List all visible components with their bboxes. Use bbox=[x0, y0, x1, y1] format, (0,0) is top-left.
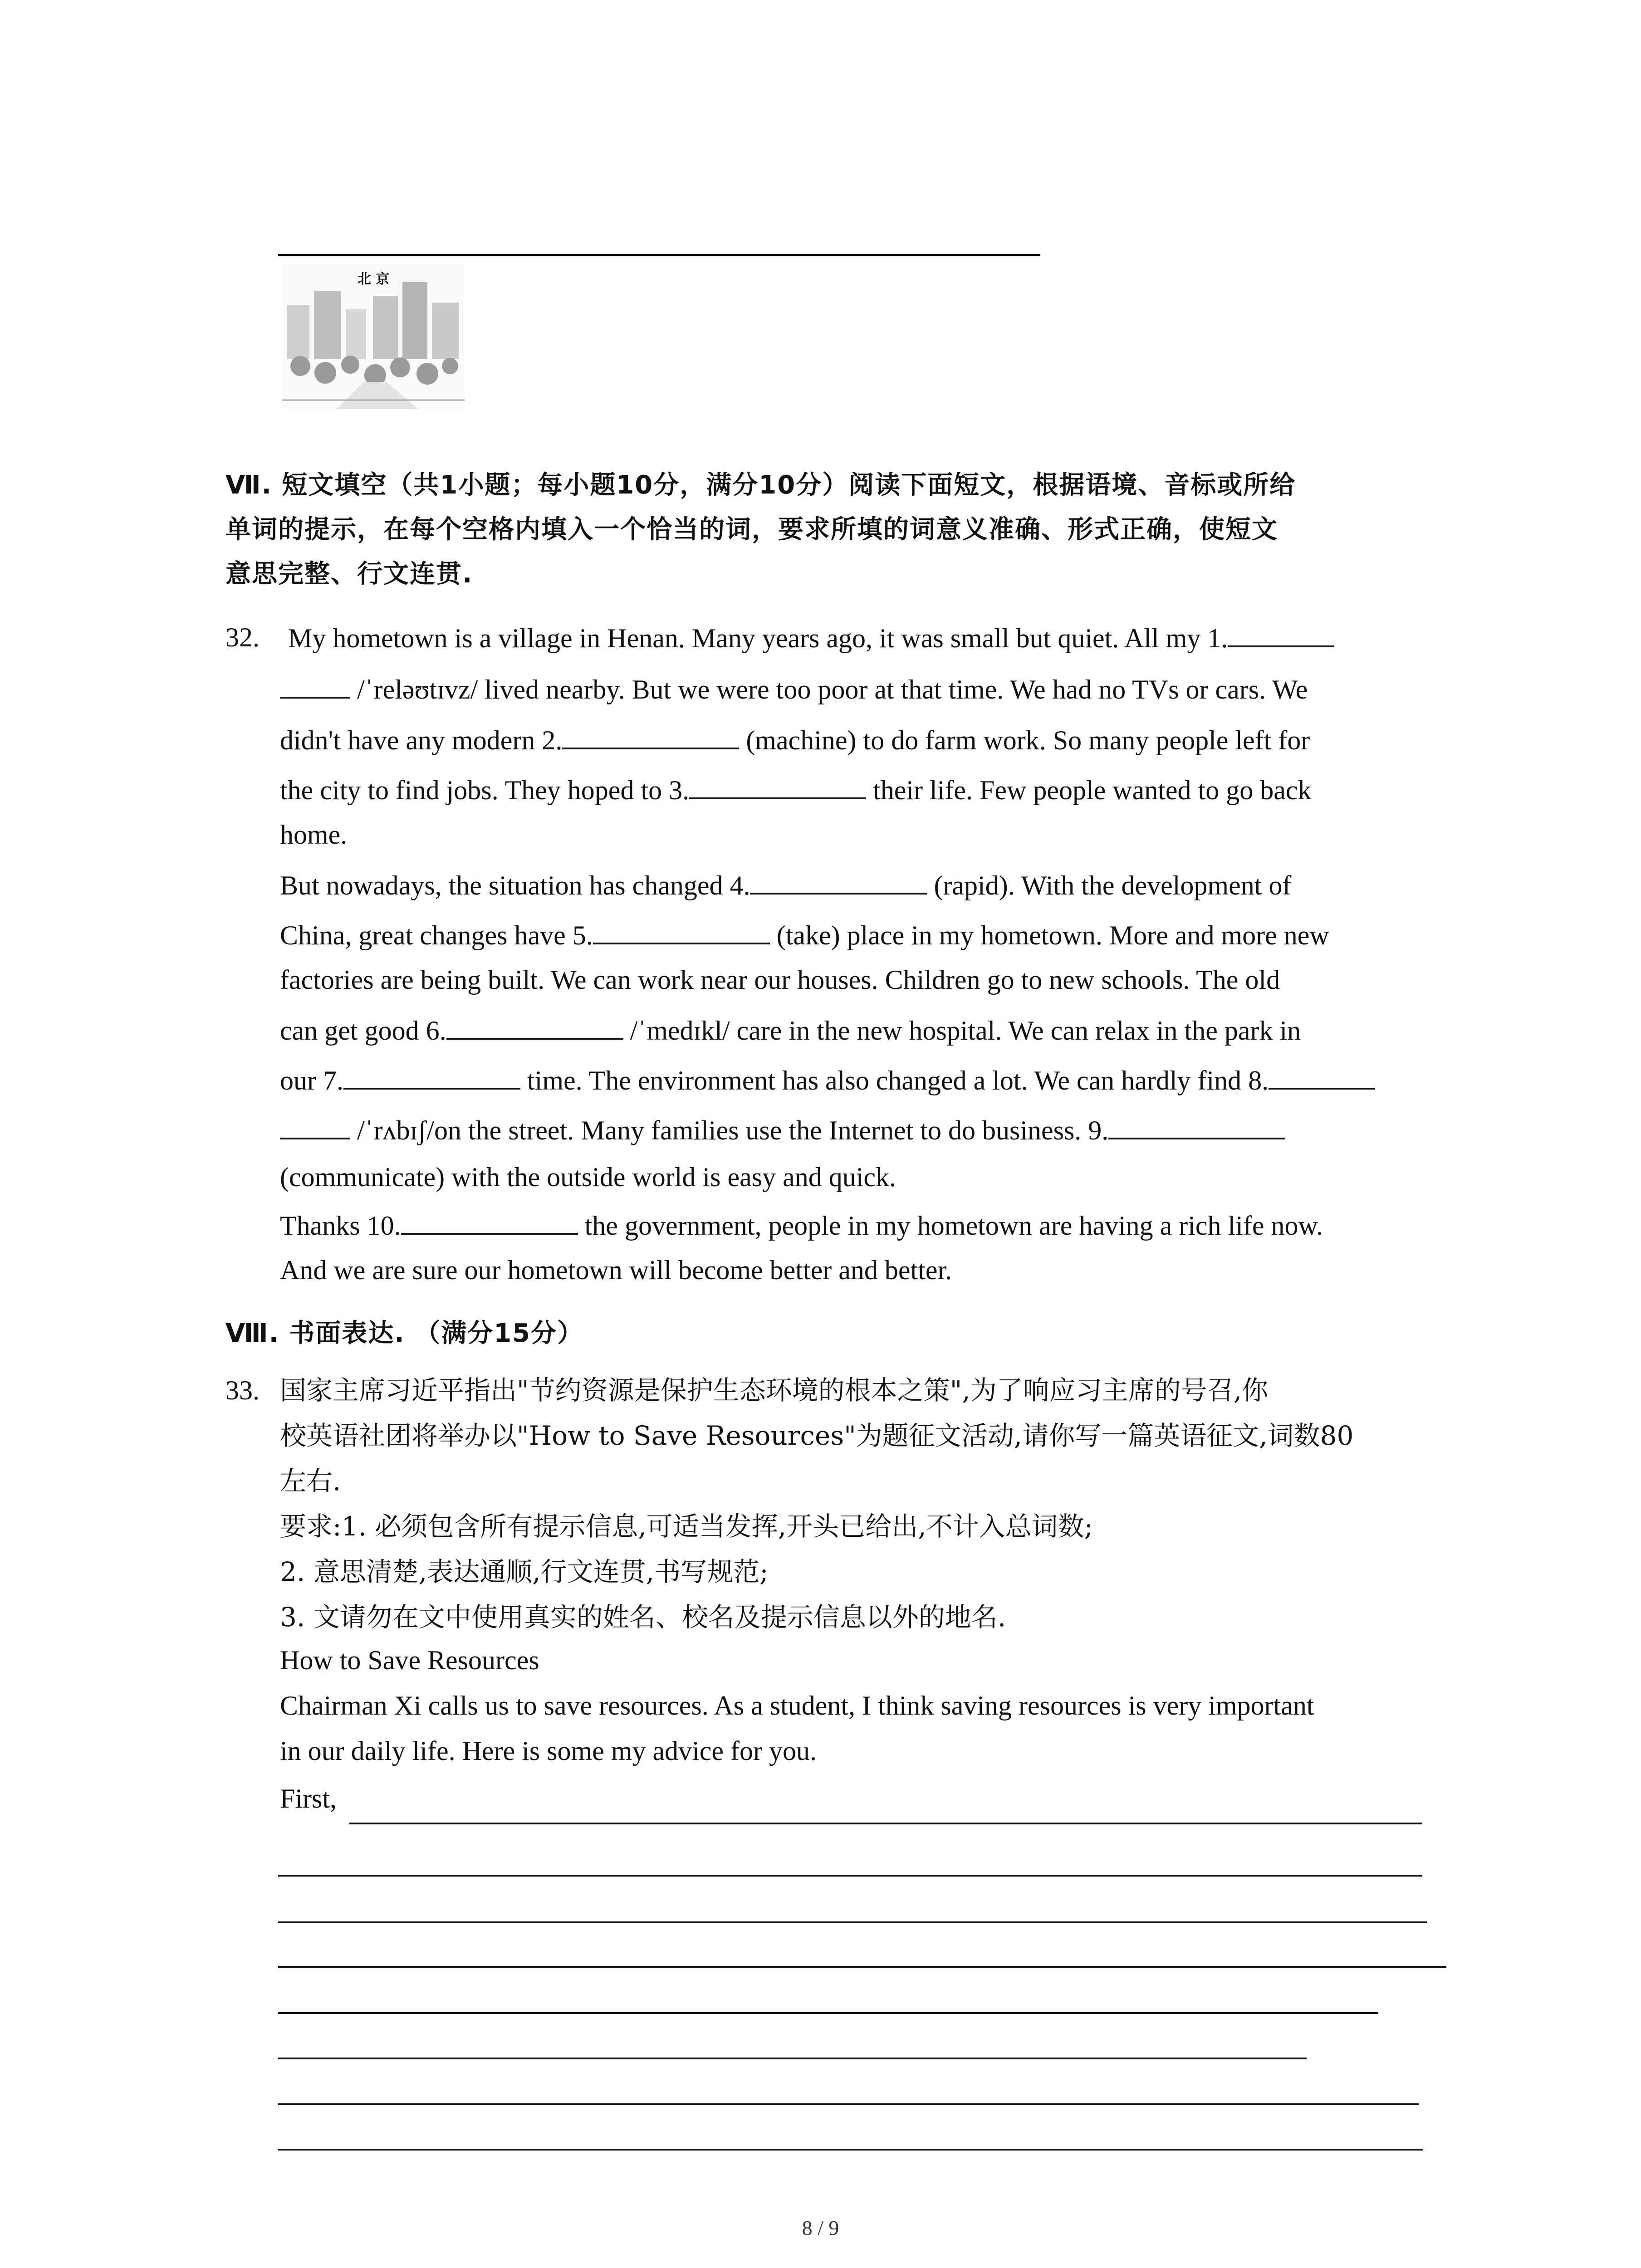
q32-line4-text-b: their life. Few people wanted to go back bbox=[873, 775, 1312, 805]
q32-line7 bbox=[280, 916, 1329, 953]
essay-intro-line2: in our daily life. Here is some my advice for you. bbox=[280, 1736, 817, 1766]
picture-caption: 北 京 bbox=[357, 271, 390, 287]
essay-intro-line1: Chairman Xi calls us to save resources. As a student, I think saving resources is very important bbox=[280, 1691, 1314, 1721]
q32-line1-text: My hometown is a village in Henan. Many years ago, it was small but quiet. All my 1. bbox=[288, 623, 1228, 653]
q32-line2 bbox=[280, 670, 1308, 708]
q32-line9 bbox=[280, 1012, 1301, 1049]
q32-line13-text-a: Thanks 10. bbox=[280, 1211, 401, 1241]
essay-first-label: First, bbox=[280, 1784, 337, 1813]
writing-line-4[interactable] bbox=[278, 1966, 1446, 1968]
q32-line3-text-a: didn't have any modern 2. bbox=[280, 725, 563, 755]
q32-line11 bbox=[280, 1111, 1285, 1149]
q32-line13 bbox=[280, 1207, 1323, 1244]
blank-1b[interactable] bbox=[280, 670, 350, 699]
question-33-number: 33. bbox=[225, 1375, 260, 1405]
writing-line-5[interactable] bbox=[278, 2012, 1378, 2014]
q32-line6 bbox=[280, 866, 1291, 904]
q33-line2: 校英语社团将举办以"How to Save Resources"为题征文活动,请你写一篇英语征文,词数80 bbox=[280, 1420, 1354, 1451]
q32-line6-text-b: (rapid). With the development of bbox=[934, 870, 1292, 900]
blank-3[interactable] bbox=[689, 771, 866, 799]
q32-line7-text-a: China, great changes have 5. bbox=[280, 920, 593, 950]
beijing-picture bbox=[282, 264, 465, 409]
blank-9[interactable] bbox=[1108, 1111, 1285, 1139]
q33-line3: 左右. bbox=[280, 1466, 341, 1496]
q32-line10-text-a: our 7. bbox=[280, 1066, 343, 1095]
q32-line4 bbox=[280, 771, 1311, 808]
question-32-number: 32. bbox=[225, 622, 260, 652]
blank-7[interactable] bbox=[343, 1061, 520, 1090]
q33-requirement-2: 2. 意思清楚,表达通顺,行文连贯,书写规范; bbox=[280, 1556, 769, 1587]
q32-line9-text-b: /ˈmedɪkl/ care in the new hospital. We can relax in the park in bbox=[630, 1016, 1301, 1046]
q32-line6-text-a: But nowadays, the situation has changed 4. bbox=[280, 870, 750, 900]
blank-5[interactable] bbox=[593, 916, 770, 944]
q32-line7-text-b: (take) place in my hometown. More and more new bbox=[776, 920, 1329, 950]
blank-1a[interactable] bbox=[1228, 619, 1334, 647]
writing-line-6[interactable] bbox=[278, 2058, 1307, 2059]
section-7-heading-line1: Ⅶ. 短文填空（共1小题；每小题10分，满分10分）阅读下面短文，根据语境、音标或所给 bbox=[225, 470, 1296, 500]
q32-line2-text: /ˈreləʊtɪvz/ lived nearby. But we were too poor at that time. We had no TVs or cars. We bbox=[357, 675, 1308, 704]
essay-title: How to Save Resources bbox=[280, 1645, 539, 1675]
writing-line-8[interactable] bbox=[278, 2149, 1423, 2151]
q32-line10 bbox=[280, 1061, 1375, 1099]
q32-line3-text-b: (machine) to do farm work. So many people left for bbox=[746, 725, 1310, 755]
q32-line3 bbox=[280, 721, 1310, 758]
q32-line5: home. bbox=[280, 820, 348, 850]
q33-requirement-1: 要求:1. 必须包含所有提示信息,可适当发挥,开头已给出,不计入总词数; bbox=[280, 1511, 1093, 1542]
q32-line8: factories are being built. We can work near our houses. Children go to new schools. The old bbox=[280, 965, 1280, 995]
section-7-heading-line2: 单词的提示，在每个空格内填入一个恰当的词，要求所填的词意义准确、形式正确，使短文 bbox=[225, 515, 1278, 544]
q32-line14: And we are sure our hometown will become better and better. bbox=[280, 1255, 952, 1285]
q33-requirement-3: 3. 文请勿在文中使用真实的姓名、校名及提示信息以外的地名. bbox=[280, 1602, 1006, 1633]
answer-line-top bbox=[278, 254, 1040, 256]
q32-line10-text-b: time. The environment has also changed a lot. We can hardly find 8. bbox=[527, 1066, 1269, 1095]
q32-line11-text: /ˈrʌbɪʃ/on the street. Many families use the Internet to do business. 9. bbox=[357, 1115, 1109, 1145]
q33-line1: 国家主席习近平指出"节约资源是保护生态环境的根本之策",为了响应习主席的号召,你 bbox=[280, 1375, 1269, 1406]
writing-line-7[interactable] bbox=[278, 2103, 1419, 2105]
writing-line-2[interactable] bbox=[278, 1875, 1422, 1877]
page-number: 8 / 9 bbox=[802, 2216, 839, 2239]
blank-10[interactable] bbox=[401, 1207, 578, 1235]
blank-6[interactable] bbox=[446, 1012, 623, 1040]
q32-line9-text-a: can get good 6. bbox=[280, 1016, 446, 1046]
q32-line4-text-a: the city to find jobs. They hoped to 3. bbox=[280, 775, 690, 805]
blank-4[interactable] bbox=[750, 866, 927, 894]
q32-line1 bbox=[288, 619, 1334, 656]
q32-line12: (communicate) with the outside world is easy and quick. bbox=[280, 1162, 896, 1192]
blank-8a[interactable] bbox=[1269, 1061, 1375, 1090]
q32-line13-text-b: the government, people in my hometown are having a rich life now. bbox=[584, 1211, 1323, 1241]
writing-line-3[interactable] bbox=[278, 1921, 1427, 1923]
section-8-heading: Ⅷ. 书面表达. （满分15分） bbox=[225, 1319, 584, 1348]
writing-line-1[interactable] bbox=[349, 1823, 1422, 1824]
blank-8b[interactable] bbox=[280, 1111, 350, 1139]
blank-2[interactable] bbox=[562, 721, 739, 749]
section-7-heading-line3: 意思完整、行文连贯. bbox=[225, 559, 473, 589]
